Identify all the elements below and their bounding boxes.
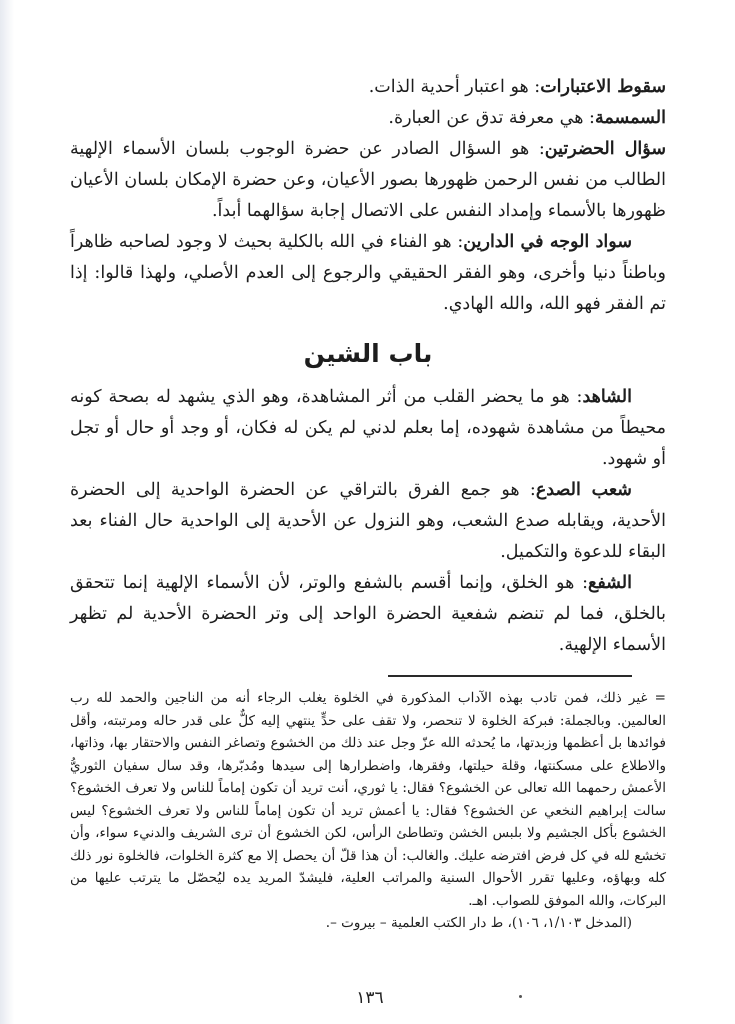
footnote-block xyxy=(70,687,666,935)
glossary-entry xyxy=(70,134,666,227)
entry-term: سؤال الحضرتين xyxy=(544,139,667,159)
scan-speck xyxy=(519,995,522,998)
entry-definition: : هو اعتبار أحدية الذات. xyxy=(368,77,541,97)
glossary-entry xyxy=(70,382,666,475)
entry-term: سواد الوجه في الدارين xyxy=(463,232,632,252)
entry-definition: : هو جمع الفرق بالتراقي عن الحضرة الواحدية إلى الحضرة الأحدية، ويقابله صدع الشعب، وهو النزول عن الأحدية إلى الواحدية حال الفناء بعد البقاء للدعوة والتكميل. xyxy=(70,480,666,562)
scan-gutter-shade xyxy=(0,0,14,1024)
entry-definition: : هو ما يحضر القلب من أثر المشاهدة، وهو الذي يشهد له بصحة كونه محيطاً من مشاهدة شهوده، إما بعلم لدني لم يكن له فكان، أو وجد أو حال أو تجل أو شهود. xyxy=(70,387,666,469)
entries-top xyxy=(70,72,666,320)
entry-definition: : هو الخلق، وإنما أقسم بالشفع والوتر، لأن الأسماء الإلهية إنما تتحقق بالخلق، فما لم تنضم شفعية الحضرة الواحد إلى وتر الحضرة الأحدية لم تظهر الأسماء الإلهية. xyxy=(70,573,666,655)
entries-chapter xyxy=(70,382,666,661)
entry-definition: : هي معرفة تدق عن العبارة. xyxy=(388,108,595,128)
entry-term: الشاهد xyxy=(582,387,632,407)
book-page xyxy=(70,72,666,935)
glossary-entry xyxy=(70,103,666,134)
entry-definition: : هو السؤال الصادر عن حضرة الوجوب بلسان الأسماء الإلهية الطالب من نفس الرحمن ظهورها بصور الأعيان، وعن حضرة الإمكان بلسان الأعيان ظهورها بالأسماء وإمداد النفس على الاتصال إجابة سؤالهما أبداً. xyxy=(70,139,666,221)
entry-term: الشفع xyxy=(588,573,632,593)
entry-term: سقوط الاعتبارات xyxy=(540,77,666,97)
entry-term: السمسمة xyxy=(594,108,666,128)
footnote-separator-rule xyxy=(388,675,632,677)
footnote-source-citation: (المدخل ١/١٠٣، ١٠٦)، ط دار الكتب العلمية – بيروت –. xyxy=(325,915,632,931)
entry-term: شعب الصدع xyxy=(535,480,632,500)
glossary-entry xyxy=(70,227,666,320)
chapter-title: باب الشين xyxy=(303,339,433,368)
entry-definition: : هو الفناء في الله بالكلية بحيث لا وجود لصاحبه ظاهراً وباطناً دنيا وأخرى، وهو الفقر الحقيقي والرجوع إلى العدم الأصلي، ولهذا قالوا: إذا تم الفقر فهو الله، والله الهادي. xyxy=(70,232,666,314)
glossary-entry xyxy=(70,568,666,661)
glossary-entry xyxy=(70,475,666,568)
footnote-text: = غير ذلك، فمن تادب بهذه الآداب المذكورة في الخلوة يغلب الرجاء أنه من الناجين والحمد لله رب العالمين. وبالجملة: فبركة الخلوة لا تنحصر، ولا تقف على حدٍّ ينتهي إليه كلٌّ على قدر حاله ومرتبته، وأقل فوائدها بل أعظمها وزبدتها، ما يُحدثه الله عزّ وجل عند ذلك من الخشوع وتصاغر النفس والاحتقار بها، وذاتها، والاطلاع على مسكنتها، وقلة حيلتها، وفقرها، واضطرارها إلى سيدها ومُدبّرها، وقد سال سفيان الثوريُّ الأعمش رحمهما الله تعالى عن الخشوع؟ فقال: يا ثوري، أنت تريد أن تكون إماماً للناس ولا تعرف الخشوع؟ سالت إبراهيم النخعي عن الخشوع؟ فقال: يا أعمش تريد أن تكون إماماً للناس ولا تعرف الخشوع؟ ليس الخشوع بأكل الجشيم ولا بلبس الخشن وتطاطئ الرأس، لكن الخشوع أن ترى الشريف والدنيء سواء، وأن تخشع لله في كل فرض افترضه عليك. والغالب: أن هذا قلّ أن يحصل إلا مع كثرة الخلوات، فالخلوة نور ذلك كله وبهاؤه، وعليها تقرر الأحوال السنية والمراتب العلية، فليشدّ المريد يده ليُحصّل ما يترتب عليها من البركات، والله الموفق للصواب. اهـ. xyxy=(70,690,667,909)
glossary-entry xyxy=(70,72,666,103)
page-number: ١٣٦ xyxy=(356,988,384,1008)
